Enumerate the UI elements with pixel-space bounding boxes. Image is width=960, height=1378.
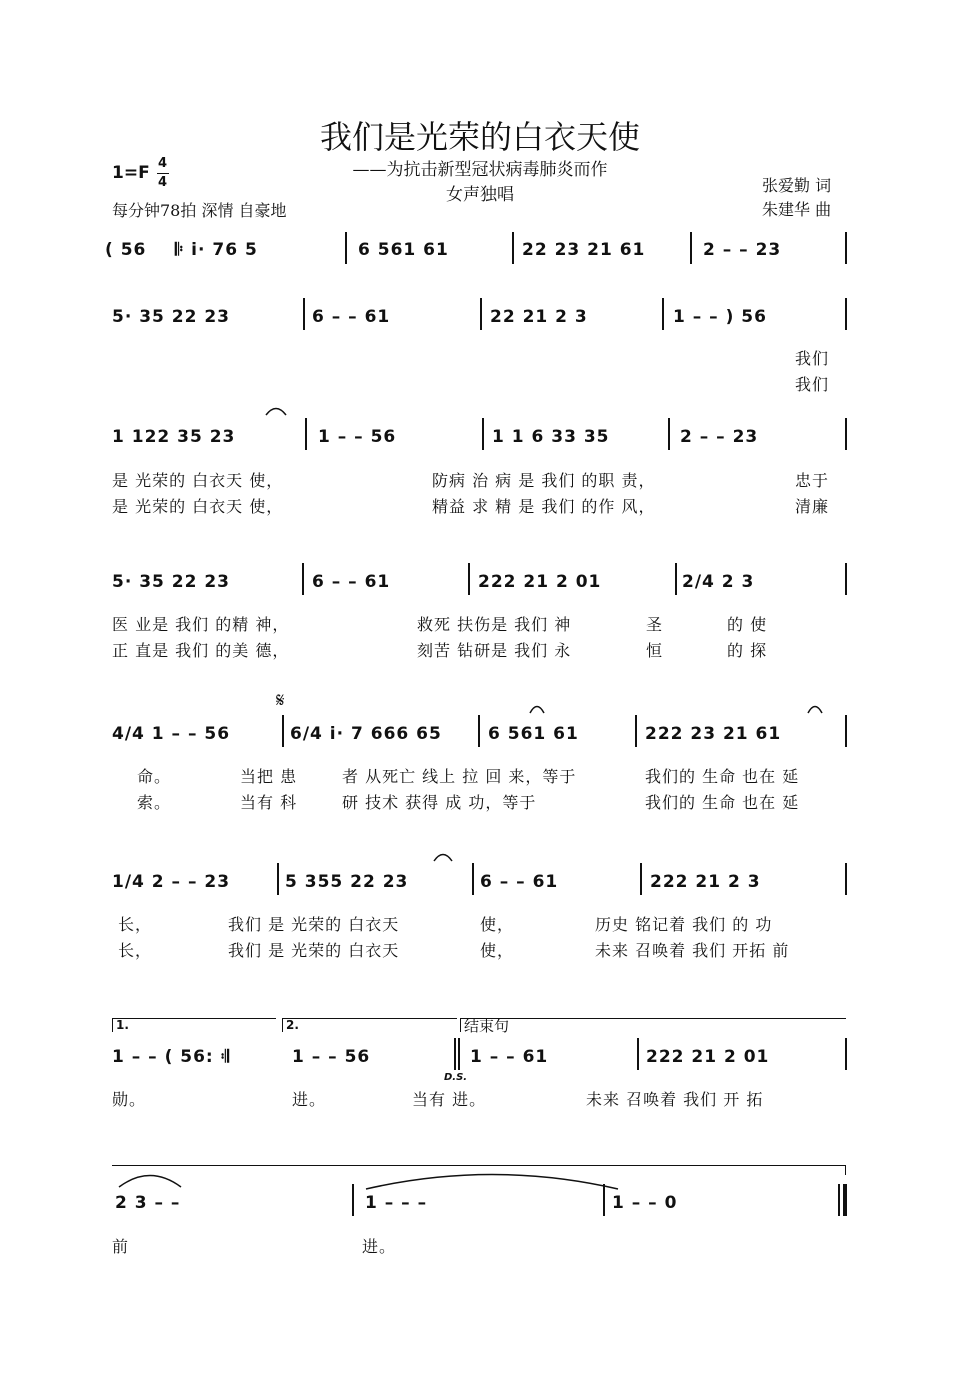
volta-2-edge — [282, 1018, 283, 1032]
lyric-verse-2: 恒 — [646, 641, 664, 660]
lyric-verse-1: 勋。 — [112, 1090, 147, 1109]
measure: 2 – – 23 — [680, 427, 759, 447]
bar-line — [635, 715, 637, 747]
lyric-verse-2: 精益 求 精 是 我们 的作 风， — [432, 497, 656, 516]
bar-line — [478, 715, 480, 747]
lyric-verse-1: 救死 扶伤是 我们 神 — [417, 615, 572, 634]
measure: 5 355 22 23 — [285, 872, 409, 892]
lyric-verse-1: 我们 是 光荣的 白衣天 — [228, 915, 400, 934]
measure: 1/4 2 – – 23 — [112, 872, 231, 892]
lyric-verse-2: 我们 是 光荣的 白衣天 — [228, 941, 400, 960]
ending-bracket-continued — [112, 1165, 846, 1166]
volta-1-label: 1. — [116, 1018, 129, 1032]
lyric-verse-2: 我们 — [795, 375, 830, 394]
slur-mark — [115, 1170, 185, 1188]
measure: 𝄆 i· 76 5 — [175, 240, 258, 260]
lyric-verse-1: 历史 铭记着 我们 的 功 — [595, 915, 773, 934]
slur-mark — [264, 404, 288, 416]
measure: 1 1 6 33 35 — [492, 427, 610, 447]
lyric-verse-1: 是 光荣的 白衣天 使， — [112, 471, 284, 490]
tie-mark — [362, 1170, 622, 1190]
measure: 2/4 2 3 — [682, 572, 755, 592]
measure: 1 – – 56 — [292, 1047, 371, 1067]
bar-line — [302, 563, 304, 595]
ending-label: 结束句 — [464, 1017, 510, 1035]
lyricist-credit: 张爱勤 词 — [762, 176, 832, 195]
bar-line — [603, 1184, 605, 1216]
measure: 1 – – – — [365, 1193, 428, 1213]
lyric-verse-2: 正 直是 我们 的美 德， — [112, 641, 290, 660]
bar-line — [277, 863, 279, 895]
song-subtitle: ——为抗击新型冠状病毒肺炎而作 — [352, 160, 608, 180]
lyric-verse-1: 防病 治 病 是 我们 的职 责， — [432, 471, 656, 490]
time-signature-bottom: 4 — [158, 175, 168, 190]
volta-1-bracket — [112, 1018, 276, 1019]
tempo-marking: 每分钟78拍 深情 自豪地 — [112, 201, 287, 220]
bar-line — [454, 1038, 456, 1070]
volta-2-label: 2. — [286, 1018, 299, 1032]
bar-line — [640, 863, 642, 895]
bar-line — [845, 715, 847, 747]
measure: 6 – – 61 — [312, 572, 391, 592]
bar-line — [690, 232, 692, 264]
bar-line — [352, 1184, 354, 1216]
lyric-verse-1: 者 从死亡 线上 拉 回 来，等于 — [342, 767, 577, 786]
measure: 6 561 61 — [488, 724, 579, 744]
lyric-verse-2: 未来 召唤着 我们 开拓 前 — [595, 941, 790, 960]
lyric-verse-1: 长， — [118, 915, 153, 934]
bar-line — [305, 418, 307, 450]
measure: 1 – – 0 — [612, 1193, 678, 1213]
lyric-verse-2: 当有 科 — [240, 793, 298, 812]
lyric-verse-1: 的 使 — [727, 615, 768, 634]
measure: ( 56 — [105, 240, 147, 260]
lyric-verse-1: 命。 — [137, 767, 172, 786]
slur-mark — [432, 850, 454, 862]
measure: 6 – – 61 — [480, 872, 559, 892]
voice-type: 女声独唱 — [446, 185, 514, 205]
dal-segno-marking: D.S. — [444, 1072, 468, 1083]
volta-1-edge — [112, 1018, 113, 1032]
bar-line — [845, 418, 847, 450]
final-bar-thick — [843, 1184, 847, 1216]
measure: 1 – – ( 56: 𝄇 — [112, 1047, 230, 1067]
lyric-verse-1: 当有 进。 — [412, 1090, 487, 1109]
measure: 6 561 61 — [358, 240, 449, 260]
composer-credit: 朱建华 曲 — [762, 200, 832, 219]
measure: 1 – – 61 — [470, 1047, 549, 1067]
volta-2-bracket — [282, 1018, 457, 1019]
key-signature: 1=F — [112, 163, 150, 183]
lyric-verse-2: 索。 — [137, 793, 172, 812]
measure: 1 122 35 23 — [112, 427, 236, 447]
time-signature-top: 4 — [158, 156, 168, 171]
measure: 2 3 – – — [115, 1193, 181, 1213]
lyric-verse-1: 我们的 生命 也在 延 — [645, 767, 800, 786]
lyric-verse-1: 使， — [480, 915, 515, 934]
lyric-verse-1: 医 业是 我们 的精 神， — [112, 615, 290, 634]
measure: 22 23 21 61 — [522, 240, 646, 260]
bar-line — [345, 232, 347, 264]
lyric-verse-2: 刻苦 钻研是 我们 永 — [417, 641, 572, 660]
measure: 1 – – 56 — [318, 427, 397, 447]
measure: 1 – – ) 56 — [673, 307, 767, 327]
measure: 5· 35 22 23 — [112, 307, 231, 327]
bar-line — [303, 298, 305, 330]
bar-line — [480, 298, 482, 330]
lyric-verse-1: 进。 — [362, 1237, 397, 1256]
measure: 2 – – 23 — [703, 240, 782, 260]
lyric-verse-2: 研 技术 获得 成 功，等于 — [342, 793, 537, 812]
measure: 222 21 2 01 — [478, 572, 602, 592]
bar-line — [662, 298, 664, 330]
bar-line — [637, 1038, 639, 1070]
bar-line — [845, 298, 847, 330]
lyric-verse-1: 前 — [112, 1237, 130, 1256]
lyric-verse-1: 忠于 — [795, 471, 830, 490]
bar-line — [472, 863, 474, 895]
bar-line — [845, 1038, 847, 1070]
bar-line — [845, 563, 847, 595]
lyric-verse-1: 进。 — [292, 1090, 327, 1109]
lyric-verse-1: 未来 召唤着 我们 开 拓 — [586, 1090, 764, 1109]
final-bar-thin — [838, 1184, 840, 1216]
lyric-verse-2: 的 探 — [727, 641, 768, 660]
measure: 22 21 2 3 — [490, 307, 588, 327]
slur-mark — [528, 702, 546, 714]
measure: 6 – – 61 — [312, 307, 391, 327]
bar-line — [282, 715, 284, 747]
bar-line — [845, 232, 847, 264]
bar-line — [675, 563, 677, 595]
measure: 6/4 i· 7 666 65 — [290, 724, 442, 744]
measure: 222 21 2 3 — [650, 872, 761, 892]
ending-bracket — [460, 1018, 846, 1019]
ending-edge — [460, 1018, 461, 1032]
bar-line — [468, 563, 470, 595]
ending-bracket-edge — [845, 1165, 846, 1175]
bar-line — [668, 418, 670, 450]
slur-mark — [806, 702, 824, 714]
bar-line — [512, 232, 514, 264]
bar-line — [482, 418, 484, 450]
segno-sign: 𝄋 — [276, 688, 285, 712]
measure: 222 23 21 61 — [645, 724, 782, 744]
lyric-verse-1: 圣 — [646, 615, 664, 634]
time-signature-line — [157, 173, 169, 174]
measure: 5· 35 22 23 — [112, 572, 231, 592]
bar-line — [845, 863, 847, 895]
measure: 4/4 1 – – 56 — [112, 724, 231, 744]
lyric-verse-2: 是 光荣的 白衣天 使， — [112, 497, 284, 516]
lyric-verse-1: 当把 患 — [240, 767, 298, 786]
lyric-verse-2: 我们的 生命 也在 延 — [645, 793, 800, 812]
lyric-verse-2: 长， — [118, 941, 153, 960]
measure: 222 21 2 01 — [646, 1047, 770, 1067]
lyric-verse-2: 使， — [480, 941, 515, 960]
lyric-verse-1: 我们 — [795, 349, 830, 368]
song-title: 我们是光荣的白衣天使 — [319, 118, 640, 156]
lyric-verse-2: 清廉 — [795, 497, 830, 516]
bar-line — [458, 1038, 460, 1070]
